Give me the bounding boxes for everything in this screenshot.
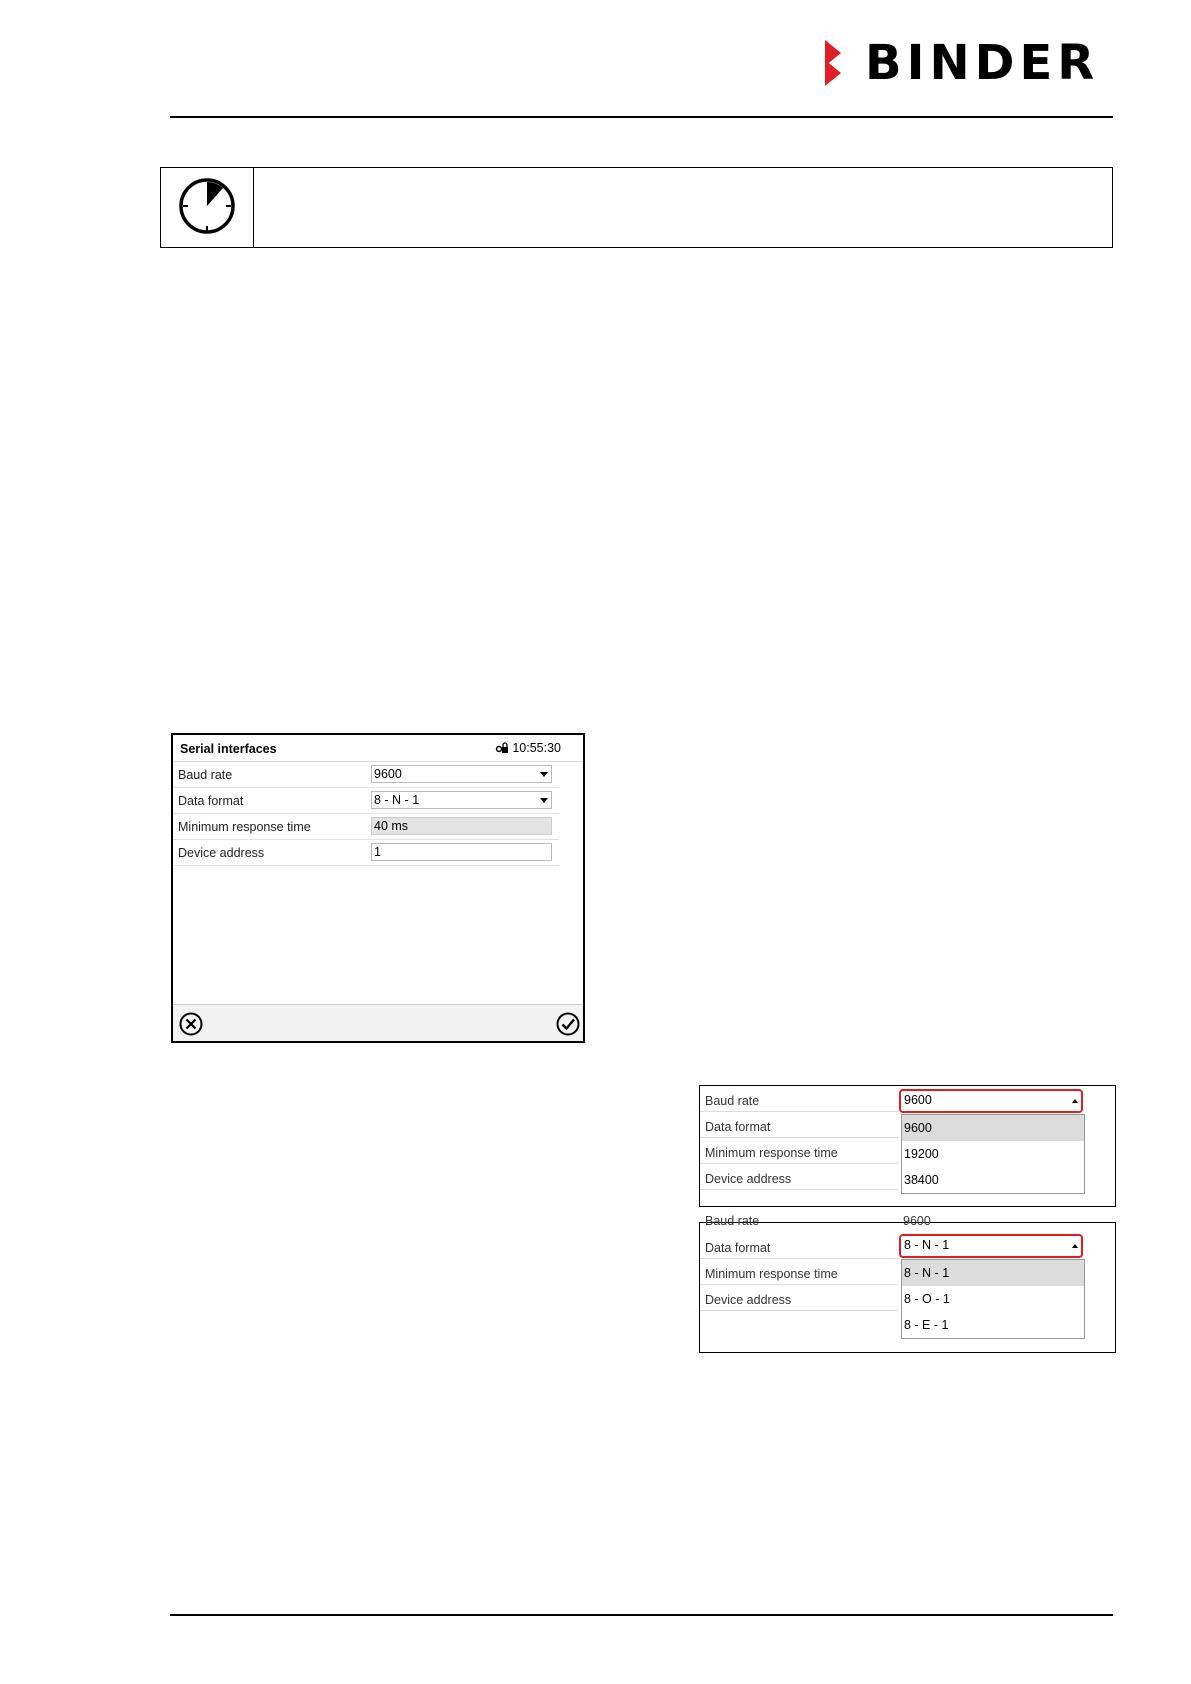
panel-header	[173, 735, 583, 762]
serial-interfaces-panel	[171, 733, 585, 1043]
confirm-icon[interactable]	[556, 1012, 580, 1036]
logo-arrow-icon	[825, 40, 853, 86]
option-8-n-1[interactable]: 8 - N - 1	[902, 1260, 1084, 1286]
crop-row	[700, 1233, 898, 1259]
clock-icon	[177, 176, 237, 236]
row-device-address	[173, 840, 559, 866]
crop-row	[700, 1112, 898, 1138]
crop-row	[700, 1164, 898, 1190]
logo-wordmark: BINDER	[865, 35, 1100, 91]
chevron-up-icon	[1072, 1244, 1078, 1248]
crop-label: Data format	[705, 1241, 771, 1255]
header-rule	[170, 116, 1113, 118]
row-data-format	[173, 788, 559, 814]
chevron-down-icon	[540, 798, 548, 803]
crop-row	[700, 1285, 898, 1311]
data-format-dropdown-crop	[699, 1214, 1116, 1353]
panel-title: Serial interfaces	[180, 742, 277, 756]
device-address-input[interactable]: 1	[371, 843, 552, 861]
crop-row	[700, 1138, 898, 1164]
baud-rate-select[interactable]: 9600	[371, 765, 552, 783]
lock-icon	[496, 742, 509, 754]
data-format-options-list	[901, 1259, 1085, 1339]
option-38400[interactable]: 38400	[904, 1173, 939, 1187]
cut-off-label: Baud rate	[705, 1214, 760, 1228]
cancel-icon[interactable]	[179, 1012, 203, 1036]
option-8-o-1[interactable]: 8 - O - 1	[904, 1292, 950, 1306]
chevron-down-icon	[540, 772, 548, 777]
crop-label: Data format	[705, 1120, 771, 1134]
baud-rate-select-open[interactable]: 9600	[899, 1089, 1083, 1113]
crop-label: Minimum response time	[705, 1267, 838, 1281]
data-format-label: Data format	[178, 794, 244, 808]
crop-label: Device address	[705, 1172, 792, 1186]
footer-rule	[170, 1614, 1113, 1616]
baud-rate-dropdown-crop	[699, 1085, 1116, 1207]
panel-footer	[173, 1004, 583, 1041]
option-9600[interactable]: 9600	[902, 1115, 1084, 1141]
baud-rate-options-list	[901, 1114, 1085, 1194]
device-address-label: Device address	[178, 846, 265, 860]
min-response-time-label: Minimum response time	[178, 820, 311, 834]
min-response-time-field: 40 ms	[371, 817, 552, 835]
option-19200[interactable]: 19200	[904, 1147, 939, 1161]
panel-clock	[496, 741, 561, 755]
note-icon-cell	[161, 168, 254, 247]
crop-label: Baud rate	[705, 1094, 760, 1108]
crop-row	[700, 1086, 898, 1112]
data-format-select-open[interactable]: 8 - N - 1	[899, 1234, 1083, 1258]
crop-label: Device address	[705, 1293, 792, 1307]
option-8-e-1[interactable]: 8 - E - 1	[904, 1318, 949, 1332]
crop-label: Minimum response time	[705, 1146, 838, 1160]
crop-row	[700, 1259, 898, 1285]
note-box	[160, 167, 1113, 248]
cut-off-value: 9600	[903, 1214, 931, 1228]
binder-logo	[825, 35, 1115, 91]
row-min-response-time	[173, 814, 559, 840]
data-format-select[interactable]: 8 - N - 1	[371, 791, 552, 809]
baud-rate-label: Baud rate	[178, 768, 233, 782]
row-baud-rate	[173, 762, 559, 788]
chevron-up-icon	[1072, 1099, 1078, 1103]
panel-time: 10:55:30	[512, 741, 561, 755]
